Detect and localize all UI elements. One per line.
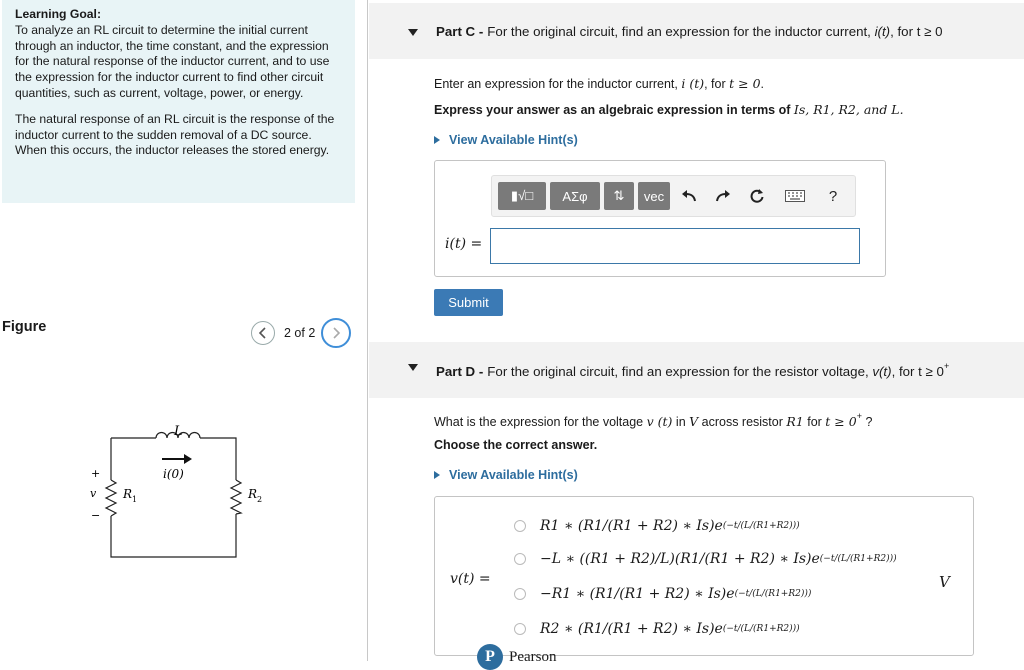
keyboard-button[interactable] — [776, 182, 814, 210]
answer-input-label: i(t) = — [445, 236, 483, 252]
part-d-title-sup: + — [943, 361, 950, 371]
minus-label: − — [91, 509, 101, 522]
learning-goal-box — [2, 0, 355, 203]
radio-button[interactable] — [514, 623, 526, 635]
part-c-title-cond: , for t ≥ 0 — [890, 23, 943, 39]
plus-label: + — [91, 467, 101, 480]
learning-goal-note: The natural response of an RL circuit is the response of the inductor current to the sudden removal of a DC source. When this occurs, the inductor releases the stored energy. — [15, 111, 335, 158]
undo-icon — [681, 189, 697, 203]
help-button[interactable]: ? — [828, 187, 838, 205]
part-c-instruction: Express your answer as an algebraic expression in terms of Is, R1, R2, and L. — [434, 102, 904, 117]
pearson-logo-icon: P — [477, 644, 503, 670]
learning-goal-text: To analyze an RL circuit to determine the initial current through an inductor, the time constant, and the expression for the natural response of the inductor current, and to use the expression for the inductor current to find other circuit quantities, such as current, voltage, power, or energy. — [15, 22, 330, 100]
subscript-superscript-button[interactable]: ⇅ — [604, 182, 634, 210]
part-c-answer-box — [434, 160, 886, 277]
expand-triangle-icon — [434, 471, 440, 479]
r1-label: R — [123, 487, 133, 501]
redo-button[interactable] — [708, 182, 738, 210]
greek-symbols-button[interactable]: ΑΣφ — [550, 182, 600, 210]
chevron-right-icon — [331, 327, 341, 339]
right-panel — [369, 0, 1024, 665]
reset-button[interactable] — [742, 182, 772, 210]
figure-counter: 2 of 2 — [284, 326, 316, 340]
part-d-choices-box — [434, 496, 974, 656]
part-d-label: Part D - — [436, 364, 484, 379]
r1-subscript: 1 — [132, 495, 138, 504]
radio-button[interactable] — [514, 553, 526, 565]
redo-icon — [715, 189, 731, 203]
voltage-label: v — [90, 487, 97, 500]
part-c-header[interactable] — [369, 3, 1024, 59]
brand-name: Pearson — [509, 648, 557, 665]
part-d-prompt: What is the expression for the voltage v (t) in V across resistor R1 for t ≥ 0+ ? — [434, 411, 873, 429]
current-label: i(0) — [163, 467, 184, 481]
part-d-title-var: v(t) — [872, 364, 892, 379]
part-d-title: For the original circuit, find an expression for the resistor voltage, — [487, 364, 873, 379]
templates-button[interactable]: ▮√□ — [498, 182, 546, 210]
figure-prev-button[interactable] — [251, 321, 275, 345]
circuit-diagram — [80, 418, 280, 568]
chevron-left-icon — [258, 327, 268, 339]
part-d-title-cond: , for t ≥ 0 — [891, 364, 944, 379]
voltage-unit: V — [939, 573, 950, 591]
choice-option-4[interactable]: R2 ∗ (R1/(R1 + R2) ∗ Is)e (−t/(L/(R1+R2))) — [514, 621, 800, 637]
part-c-label: Part C - — [436, 23, 484, 39]
inductor-label: L — [174, 424, 183, 439]
inductor-current-input[interactable] — [490, 228, 860, 264]
part-c-hint-link[interactable]: View Available Hint(s) — [434, 133, 578, 147]
r2-label: R — [248, 487, 258, 501]
part-c-prompt-cond: t ≥ 0 — [729, 76, 761, 91]
part-d-header[interactable] — [369, 342, 1024, 398]
choice-option-1[interactable]: R1 ∗ (R1/(R1 + R2) ∗ Is)e (−t/(L/(R1+R2))) — [514, 518, 800, 534]
figure-next-button[interactable] — [321, 318, 351, 348]
part-c-title: For the original circuit, find an expression for the inductor current, — [487, 23, 875, 39]
radio-button[interactable] — [514, 588, 526, 600]
r2-subscript: 2 — [257, 495, 263, 504]
collapse-caret-icon[interactable] — [408, 29, 418, 36]
part-d-hint-link[interactable]: View Available Hint(s) — [434, 468, 578, 482]
undo-button[interactable] — [674, 182, 704, 210]
collapse-caret-icon[interactable] — [408, 364, 418, 371]
pearson-brand — [477, 644, 557, 670]
left-panel — [0, 0, 368, 661]
submit-button[interactable]: Submit — [434, 289, 503, 316]
part-c-instruction-vars: Is, R1, R2, and L. — [793, 102, 904, 117]
choice-option-3[interactable]: −R1 ∗ (R1/(R1 + R2) ∗ Is)e (−t/(L/(R1+R2))) — [514, 586, 811, 602]
reset-icon — [749, 188, 765, 204]
vector-button[interactable]: vec — [638, 182, 670, 210]
part-c-prompt-math: i (t) — [681, 76, 705, 91]
radio-button[interactable] — [514, 520, 526, 532]
figure-pager — [251, 318, 351, 348]
resistor-r2 — [231, 480, 241, 514]
keyboard-icon — [785, 190, 805, 202]
arrow-right-icon — [184, 454, 192, 464]
expand-triangle-icon — [434, 136, 440, 144]
resistor-r1 — [106, 480, 116, 516]
part-c-prompt: Enter an expression for the inductor current, i (t), for t ≥ 0. — [434, 76, 765, 91]
math-toolbar — [491, 175, 856, 217]
learning-goal-title: Learning Goal: — [15, 7, 101, 21]
choice-option-2[interactable]: −L ∗ ((R1 + R2)/L)(R1/(R1 + R2) ∗ Is)e (−t/(L/(R1+R2))) — [514, 551, 897, 567]
part-c-title-var: i(t) — [874, 23, 891, 39]
top-tabs-stub — [894, 0, 1024, 2]
voltage-lhs: v(t) = — [450, 571, 491, 587]
figure-label: Figure — [2, 319, 47, 335]
part-d-instruction: Choose the correct answer. — [434, 438, 598, 452]
